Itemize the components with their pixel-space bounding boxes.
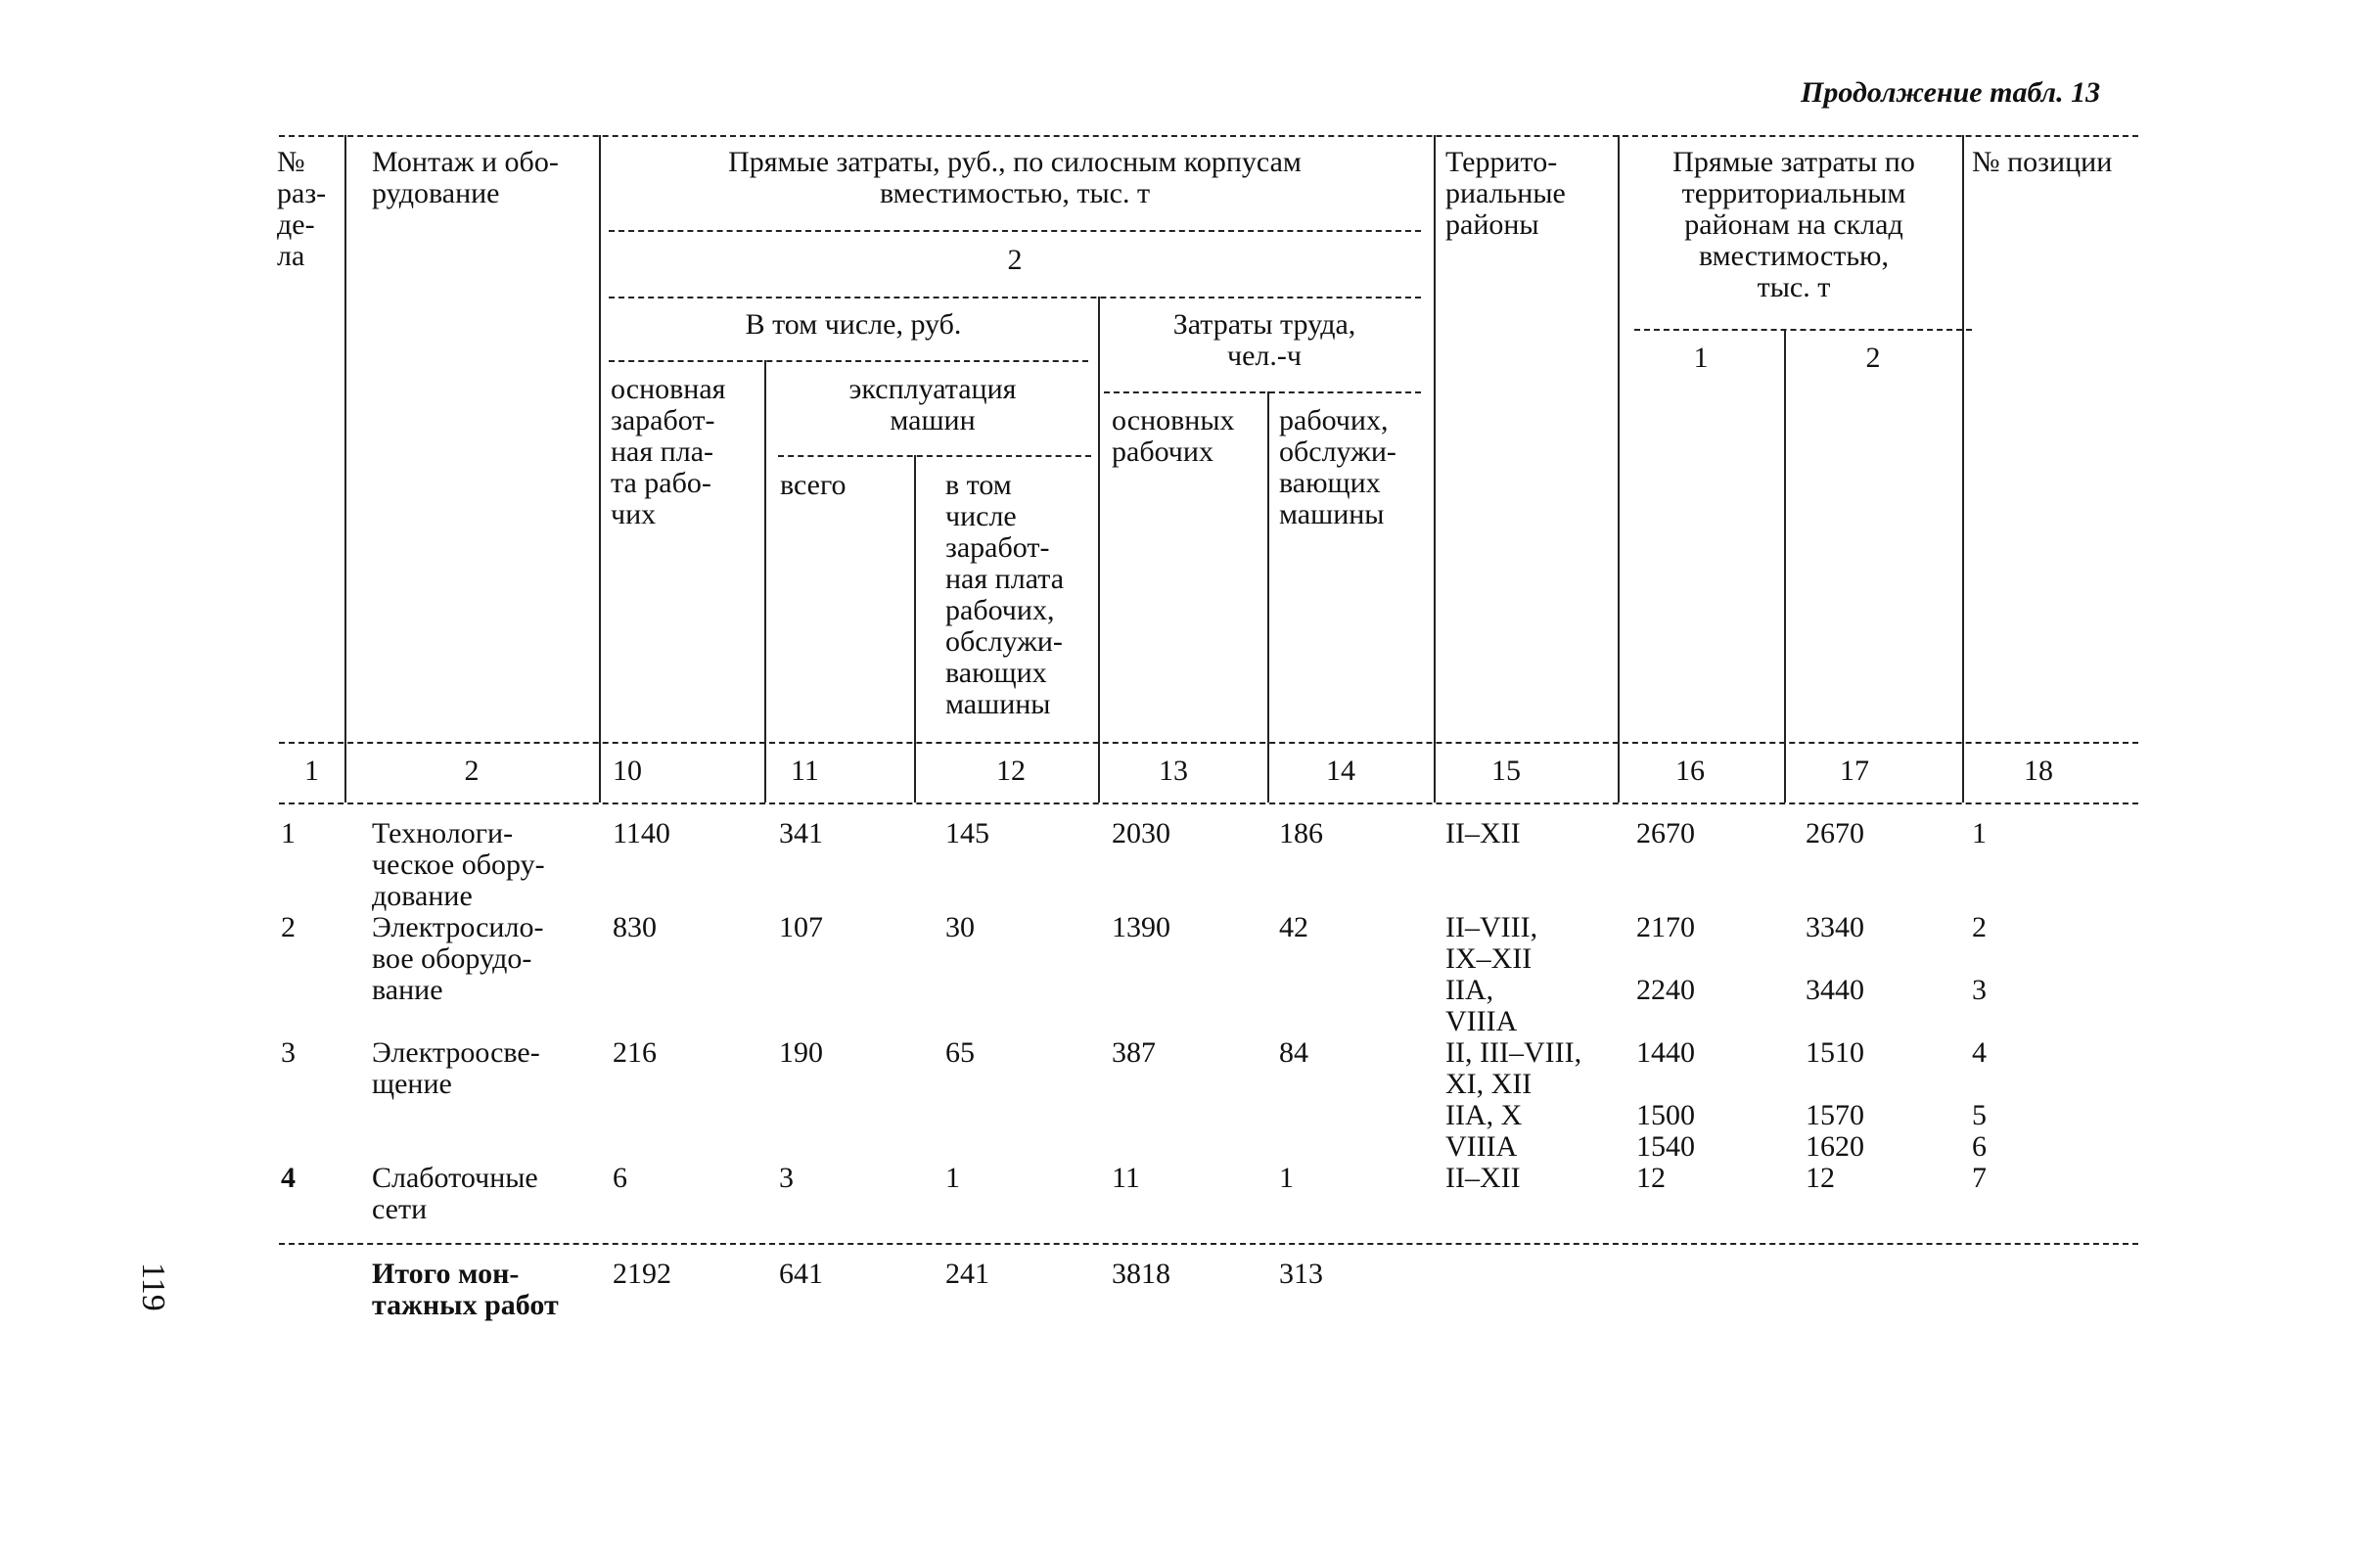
cell-c10: 216 <box>613 1036 657 1069</box>
rule-above-total <box>279 1243 2138 1245</box>
cell-c17: 12 <box>1806 1162 1835 1194</box>
cell-c17: 1570 <box>1806 1099 1864 1131</box>
cell-c11: 107 <box>779 911 823 943</box>
row-work: Слаботочные сети <box>372 1162 538 1225</box>
rule-under-regions-group <box>1634 329 1972 331</box>
header-machine-workers: рабочих, обслужи- вающих машины <box>1279 404 1396 530</box>
cell-c14: 186 <box>1279 817 1323 849</box>
vline-7 <box>1434 135 1436 802</box>
total-c14: 313 <box>1279 1258 1323 1290</box>
cell-c14: 42 <box>1279 911 1308 943</box>
header-direct-costs-regions: Прямые затраты по территориальным районам на склад вместимостью, тыс. т <box>1672 146 1915 303</box>
col-number: 17 <box>1840 755 1869 787</box>
total-label: Итого мон- тажных работ <box>372 1258 559 1321</box>
cell-c16: 1540 <box>1636 1130 1695 1163</box>
cell-c13: 1390 <box>1112 911 1170 943</box>
header-position-no: № позиции <box>1972 146 2113 178</box>
header-territorial-regions: Террито- риальные районы <box>1445 146 1566 241</box>
cell-region: II–XII <box>1445 1162 1521 1194</box>
cell-c14: 84 <box>1279 1036 1308 1069</box>
cell-c16: 1440 <box>1636 1036 1695 1069</box>
cell-c17: 3440 <box>1806 974 1864 1006</box>
col-number: 1 <box>304 755 319 787</box>
header-machine-operation: эксплуатация машин <box>848 373 1017 436</box>
col-number: 18 <box>2024 755 2053 787</box>
cell-region: IIA, X <box>1445 1099 1523 1131</box>
col-number: 10 <box>613 755 642 787</box>
vline-9 <box>1784 329 1786 802</box>
vline-4 <box>914 455 916 802</box>
cell-region: II, III–VIII, XI, XII <box>1445 1036 1582 1100</box>
col-number: 11 <box>791 755 819 787</box>
col-number: 13 <box>1159 755 1188 787</box>
rule-under-group <box>609 230 1421 232</box>
cell-c16: 2670 <box>1636 817 1695 849</box>
total-c11: 641 <box>779 1258 823 1290</box>
cell-region: IIA, VIIIA <box>1445 974 1518 1037</box>
cell-position: 7 <box>1972 1162 1987 1194</box>
col-number: 12 <box>996 755 1026 787</box>
header-total: всего <box>780 469 847 501</box>
cell-c12: 145 <box>945 817 989 849</box>
vline-5 <box>1098 297 1100 802</box>
header-incl-wage-machine: в том числе заработ- ная плата рабочих, обслужи- вающих машины <box>945 469 1065 720</box>
cell-position: 6 <box>1972 1130 1987 1163</box>
header-including-rub: В том числе, руб. <box>745 308 962 341</box>
cell-c10: 1140 <box>613 817 670 849</box>
table-top-rule <box>279 135 2138 137</box>
vline-6 <box>1267 391 1269 802</box>
cell-c16: 2240 <box>1636 974 1695 1006</box>
cell-position: 4 <box>1972 1036 1987 1069</box>
cell-c13: 11 <box>1112 1162 1140 1194</box>
cell-c17: 3340 <box>1806 911 1864 943</box>
rule-above-col-numbers <box>279 742 2138 744</box>
cell-position: 1 <box>1972 817 1987 849</box>
cell-c11: 3 <box>779 1162 794 1194</box>
cell-c13: 2030 <box>1112 817 1170 849</box>
header-labor-costs: Затраты труда, чел.-ч <box>1172 308 1356 372</box>
row-section: 3 <box>281 1036 296 1069</box>
cell-c10: 6 <box>613 1162 627 1194</box>
cell-position: 3 <box>1972 974 1987 1006</box>
total-c10: 2192 <box>613 1258 671 1290</box>
row-work: Технологи- ческое обору- дование <box>372 817 545 912</box>
cell-c14: 1 <box>1279 1162 1294 1194</box>
rule-below-col-numbers <box>279 802 2138 804</box>
vline-8 <box>1618 135 1620 802</box>
col-number: 2 <box>464 755 480 787</box>
row-section: 1 <box>281 817 296 849</box>
cell-c11: 341 <box>779 817 823 849</box>
header-direct-costs: Прямые затраты, руб., по силосным корпусам вместимостью, тыс. т <box>728 146 1302 209</box>
page-number: 119 <box>135 1262 171 1311</box>
cell-c16: 1500 <box>1636 1099 1695 1131</box>
rule-under-labor <box>1104 391 1421 393</box>
rule-under-including <box>609 360 1088 362</box>
cell-region: VIIIA <box>1445 1130 1518 1163</box>
cell-region: II–VIII, IX–XII <box>1445 911 1538 975</box>
total-c12: 241 <box>945 1258 989 1290</box>
cell-c12: 1 <box>945 1162 960 1194</box>
cell-position: 2 <box>1972 911 1987 943</box>
header-capacity-2b: 2 <box>1865 342 1881 374</box>
header-main-workers: основных рабочих <box>1112 404 1235 468</box>
cell-region: II–XII <box>1445 817 1521 849</box>
vline-2 <box>599 135 601 802</box>
row-work: Электросило- вое оборудо- вание <box>372 911 544 1006</box>
header-capacity-2: 2 <box>1007 244 1023 276</box>
vline-1 <box>344 135 346 802</box>
cell-c16: 12 <box>1636 1162 1666 1194</box>
row-work: Электроосве- щение <box>372 1036 540 1100</box>
col-number: 14 <box>1326 755 1355 787</box>
cell-c13: 387 <box>1112 1036 1156 1069</box>
cell-c17: 1620 <box>1806 1130 1864 1163</box>
rule-under-capacity <box>609 297 1421 298</box>
col-number: 15 <box>1491 755 1521 787</box>
cell-c12: 65 <box>945 1036 975 1069</box>
cell-c17: 1510 <box>1806 1036 1864 1069</box>
vline-10 <box>1962 135 1964 802</box>
cell-c10: 830 <box>613 911 657 943</box>
continuation-label: Продолжение табл. 13 <box>1801 76 2101 109</box>
cell-c17: 2670 <box>1806 817 1864 849</box>
header-section-no: № раз- де- ла <box>277 146 327 272</box>
cell-c16: 2170 <box>1636 911 1695 943</box>
header-work: Монтаж и обо- рудование <box>372 146 559 209</box>
row-section: 4 <box>281 1162 296 1194</box>
cell-c12: 30 <box>945 911 975 943</box>
header-basic-wage: основная заработ- ная пла- та рабо- чих <box>611 373 726 530</box>
cell-position: 5 <box>1972 1099 1987 1131</box>
total-c13: 3818 <box>1112 1258 1170 1290</box>
col-number: 16 <box>1675 755 1705 787</box>
header-capacity-1: 1 <box>1693 342 1709 374</box>
row-section: 2 <box>281 911 296 943</box>
rule-under-machine <box>778 455 1091 457</box>
cell-c11: 190 <box>779 1036 823 1069</box>
